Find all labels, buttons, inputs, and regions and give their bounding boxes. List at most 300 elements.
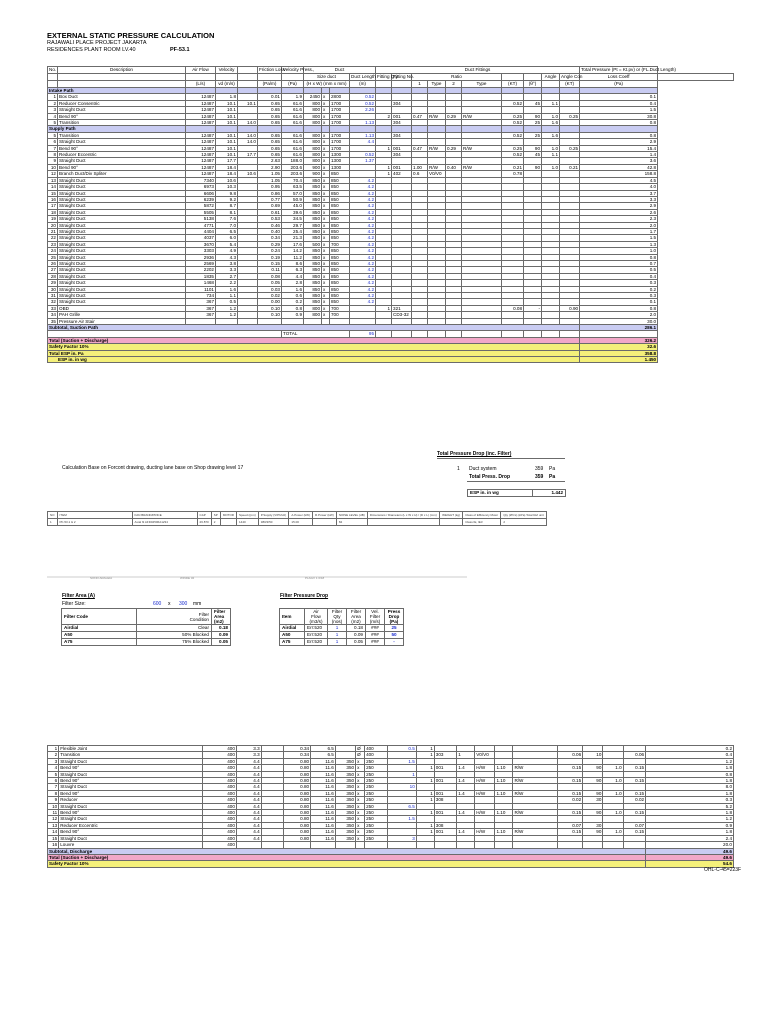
table-cell: ### bbox=[366, 639, 385, 646]
table-cell: 3.3 bbox=[236, 752, 261, 758]
pressure-total-value: 359 bbox=[535, 474, 544, 480]
table-cell: Bend 90° bbox=[58, 113, 186, 119]
discharge-table bbox=[47, 745, 734, 868]
table-cell: 8.7 bbox=[216, 203, 238, 209]
table-cell: 0.08 bbox=[502, 305, 524, 311]
table-cell bbox=[238, 67, 258, 74]
table-cell: 16 bbox=[48, 196, 58, 202]
table-cell: 1.0 bbox=[542, 113, 560, 119]
table-cell: R/W bbox=[462, 164, 502, 170]
table-cell: vd (m/s) bbox=[216, 81, 238, 88]
table-cell: 850 bbox=[330, 286, 350, 292]
table-cell: 0.3 bbox=[646, 797, 734, 803]
table-cell: (Pa) bbox=[580, 81, 658, 88]
table-cell: 1 bbox=[416, 829, 434, 835]
table-cell: 2 bbox=[446, 81, 462, 88]
table-cell: 4.2 bbox=[350, 241, 376, 247]
table-cell: Straight Duct bbox=[58, 241, 186, 247]
table-cell: x bbox=[322, 113, 330, 119]
table-cell: 380/3/50 bbox=[258, 519, 289, 526]
table-cell: 700 bbox=[330, 305, 350, 311]
table-cell: 29.7 bbox=[282, 222, 304, 228]
table-cell: 24 bbox=[48, 248, 58, 254]
table-cell: 7.6 bbox=[216, 216, 238, 222]
table-cell: Err:520 bbox=[305, 639, 328, 646]
table-cell: 1.05 bbox=[258, 177, 282, 183]
table-cell: (θ°) bbox=[524, 81, 542, 88]
table-cell: Straight Duct bbox=[58, 158, 186, 164]
table-cell: 0.5 bbox=[387, 746, 416, 752]
table-cell: 1.8 bbox=[646, 829, 734, 835]
table-cell bbox=[313, 519, 337, 526]
table-cell: 1 bbox=[387, 771, 416, 777]
table-cell: 4.4 bbox=[236, 829, 261, 835]
table-cell: 0.5 bbox=[216, 299, 238, 305]
table-cell: Type bbox=[462, 81, 502, 88]
table-cell: (Pa/m) bbox=[258, 81, 282, 88]
table-cell: 5.4 bbox=[216, 241, 238, 247]
table-cell: 5872 bbox=[186, 203, 216, 209]
table-cell: 900 bbox=[304, 164, 322, 170]
table-cell: Subtotal, Discharge bbox=[48, 848, 646, 854]
table-cell: A75 bbox=[62, 639, 137, 646]
table-cell: 0.07 bbox=[558, 822, 583, 828]
table-cell: 0.86 bbox=[258, 190, 282, 196]
table-cell: (m) bbox=[350, 81, 376, 88]
table-cell: TOTAL bbox=[282, 331, 350, 337]
table-cell: 4.4 bbox=[236, 771, 261, 777]
table-cell bbox=[376, 81, 392, 88]
table-cell: 5138 bbox=[186, 216, 216, 222]
table-cell: 1.5 bbox=[580, 107, 658, 113]
table-cell: 350 bbox=[335, 797, 355, 803]
table-cell: 4.2 bbox=[350, 203, 376, 209]
table-cell: 4.2 bbox=[350, 184, 376, 190]
table-cell bbox=[524, 74, 542, 81]
table-cell: 800 bbox=[304, 158, 322, 164]
table-cell: 10.1 bbox=[216, 145, 238, 151]
table-cell bbox=[48, 74, 58, 81]
table-cell: 0.80 bbox=[284, 778, 311, 784]
table-cell: 400 bbox=[203, 758, 237, 764]
table-cell: 0.10 bbox=[258, 305, 282, 311]
table-cell: 2.2 bbox=[216, 280, 238, 286]
plant-room: RESIDENCES PLANT ROOM LV.40 bbox=[47, 47, 136, 53]
table-cell: x bbox=[322, 171, 330, 177]
table-cell: x bbox=[356, 835, 365, 841]
table-cell: 358.8 bbox=[580, 350, 658, 356]
table-cell: 2.0 bbox=[580, 222, 658, 228]
table-cell: 4.2 bbox=[350, 216, 376, 222]
table-cell: 61.6 bbox=[282, 132, 304, 138]
table-cell: 10 bbox=[583, 752, 603, 758]
table-cell: 2.90 bbox=[258, 164, 282, 170]
table-cell: 90 bbox=[583, 810, 603, 816]
table-cell: 0.15 bbox=[623, 810, 645, 816]
table-cell: 1.6 bbox=[282, 286, 304, 292]
stray-text-a: SONO ARALEIA bbox=[90, 576, 113, 580]
project-name: RAJAWALI PLACE PROJECT JAKARTA bbox=[47, 40, 147, 46]
table-cell: R/W bbox=[513, 778, 558, 784]
table-cell: 0.65 bbox=[258, 152, 282, 158]
table-cell: 0.15 bbox=[558, 765, 583, 771]
table-cell: 0.80 bbox=[284, 771, 311, 777]
table-cell: 90 bbox=[524, 113, 542, 119]
table-cell: 4.9 bbox=[216, 248, 238, 254]
table-cell: 6 bbox=[48, 778, 59, 784]
table-cell: CAP bbox=[197, 512, 211, 519]
table-cell: 1.8 bbox=[646, 765, 734, 771]
table-cell: 0.25 bbox=[560, 145, 580, 151]
table-cell: 1 bbox=[457, 752, 475, 758]
table-cell: 1.6 bbox=[542, 132, 560, 138]
table-cell: Louvre bbox=[59, 842, 203, 848]
table-cell: 90 bbox=[524, 145, 542, 151]
table-cell: Description bbox=[58, 67, 186, 74]
table-cell: 1.9 bbox=[282, 94, 304, 100]
table-cell: Reducer bbox=[59, 797, 203, 803]
table-cell: 400 bbox=[203, 816, 237, 822]
table-cell: 1.8 bbox=[216, 94, 238, 100]
table-cell: 350 bbox=[335, 778, 355, 784]
table-cell: 1.5 bbox=[387, 758, 416, 764]
table-cell: 1.7 bbox=[580, 228, 658, 234]
table-cell: 34 bbox=[48, 312, 58, 318]
table-cell: 4.4 bbox=[282, 273, 304, 279]
table-cell: Class IE, IE3 bbox=[463, 519, 501, 526]
table-cell: 1300 bbox=[330, 152, 350, 158]
table-cell: Straight Duct bbox=[58, 196, 186, 202]
table-cell: Vel. Filter (m/s) bbox=[366, 609, 385, 625]
table-cell: 30.0 bbox=[580, 318, 658, 324]
table-cell: 850 bbox=[304, 190, 322, 196]
table-cell: 1.3 bbox=[580, 241, 658, 247]
table-cell: 350 bbox=[335, 810, 355, 816]
table-cell: 4.4 bbox=[236, 765, 261, 771]
table-cell: 001 bbox=[434, 765, 456, 771]
table-cell: 6239 bbox=[186, 196, 216, 202]
table-cell: 1.4 bbox=[580, 152, 658, 158]
table-cell: 0.4 bbox=[646, 752, 734, 758]
table-cell: 250 bbox=[365, 816, 387, 822]
table-cell: Filter Code bbox=[62, 609, 137, 625]
table-cell: 850 bbox=[304, 248, 322, 254]
table-cell: 4.2 bbox=[350, 228, 376, 234]
table-cell: 12487 bbox=[186, 164, 216, 170]
table-cell: Ratio bbox=[412, 74, 502, 81]
table-cell: 800 bbox=[304, 132, 322, 138]
table-cell: Straight Duct bbox=[58, 177, 186, 183]
filter-area-row bbox=[62, 632, 231, 639]
table-cell: 1700 bbox=[330, 107, 350, 113]
table-cell: Ø bbox=[356, 746, 365, 752]
table-cell bbox=[658, 74, 734, 81]
table-cell: R/W bbox=[428, 164, 446, 170]
table-cell: 4.4 bbox=[236, 758, 261, 764]
table-cell bbox=[216, 74, 238, 81]
table-cell: 1 bbox=[416, 765, 434, 771]
table-cell: 8.6 bbox=[282, 260, 304, 266]
table-cell: 11.6 bbox=[311, 778, 336, 784]
table-cell: 0.25 bbox=[502, 145, 524, 151]
table-units-row bbox=[48, 81, 734, 88]
table-cell: 001 bbox=[434, 810, 456, 816]
table-cell: 1.37 bbox=[350, 158, 376, 164]
table-cell: 18.4 bbox=[216, 171, 238, 177]
pressure-duct-unit: Pa bbox=[549, 466, 556, 472]
table-cell: 203.6 bbox=[282, 164, 304, 170]
table-cell: 0.25 bbox=[502, 113, 524, 119]
table-cell: 1700 bbox=[330, 132, 350, 138]
table-cell: 800 bbox=[304, 312, 322, 318]
table-cell: 0.2 bbox=[282, 299, 304, 305]
table-cell: V0/V0 bbox=[428, 171, 446, 177]
table-cell: 6606 bbox=[186, 190, 216, 196]
table-cell: 1300 bbox=[330, 164, 350, 170]
table-cell: H/W bbox=[475, 810, 495, 816]
table-cell: 1440 bbox=[237, 519, 259, 526]
table-cell: 0.00 bbox=[258, 299, 282, 305]
table-cell: x bbox=[322, 293, 330, 299]
table-cell: 1.10 bbox=[495, 810, 513, 816]
table-cell: 0.77 bbox=[258, 196, 282, 202]
table-cell: 8.1 bbox=[216, 209, 238, 215]
pressure-total-unit: Pa bbox=[549, 474, 556, 480]
table-cell: Straight Duct bbox=[59, 803, 203, 809]
table-cell: Duct bbox=[304, 67, 376, 74]
table-cell: 11.6 bbox=[311, 822, 336, 828]
table-cell: 14 bbox=[48, 829, 59, 835]
table-cell: 5 bbox=[48, 120, 58, 126]
table-cell: R/W bbox=[428, 113, 446, 119]
table-cell: Total (Suction + Discharge) bbox=[48, 337, 580, 343]
table-cell: ### bbox=[366, 632, 385, 639]
table-cell: 35 bbox=[48, 318, 58, 324]
table-cell: 1 bbox=[416, 797, 434, 803]
document-title: EXTERNAL STATIC PRESSURE CALCULATION bbox=[47, 31, 215, 40]
table-cell bbox=[367, 519, 439, 526]
table-cell: 1 bbox=[328, 625, 347, 632]
table-cell: 350 bbox=[335, 790, 355, 796]
table-cell: 75% Blocked bbox=[137, 639, 212, 646]
table-cell: 0.95 bbox=[258, 184, 282, 190]
table-cell: Straight Duct bbox=[58, 293, 186, 299]
table-cell: 0.80 bbox=[284, 816, 311, 822]
table-cell: 14.0 bbox=[238, 139, 258, 145]
table-cell: 0.65 bbox=[258, 100, 282, 106]
table-cell: 2202 bbox=[186, 267, 216, 273]
table-cell: 4.2 bbox=[350, 254, 376, 260]
table-cell: Straight Duct bbox=[58, 209, 186, 215]
table-cell: ITEM bbox=[57, 512, 132, 519]
table-cell: 400 bbox=[365, 746, 387, 752]
table-cell: 4.4 bbox=[236, 797, 261, 803]
table-cell: 4.4 bbox=[236, 822, 261, 828]
table-cell: 1.0 bbox=[603, 810, 623, 816]
calculation-note: Calculation Base on Forcont drawing, ducting lane base on Shop drawing level 17 bbox=[62, 465, 244, 471]
table-cell: 1.10 bbox=[495, 778, 513, 784]
table-cell: Bend 90° bbox=[59, 810, 203, 816]
table-cell: 1 bbox=[376, 145, 392, 151]
table-cell: 4.2 bbox=[350, 280, 376, 286]
table-cell: Fitting Qty bbox=[377, 74, 398, 80]
table-cell: 850 bbox=[304, 299, 322, 305]
table-cell: 850 bbox=[304, 280, 322, 286]
table-cell: Filter Area (m2) bbox=[212, 609, 231, 625]
table-cell: 0.4 bbox=[580, 100, 658, 106]
table-cell: 26 bbox=[48, 260, 58, 266]
table-cell: 0.18 bbox=[347, 625, 366, 632]
table-cell: 14.2 bbox=[282, 248, 304, 254]
filter-pd-title: Filter Pressure Drop bbox=[280, 593, 329, 599]
table-cell: 0.8 bbox=[580, 120, 658, 126]
table-cell: 12 bbox=[48, 816, 59, 822]
table-cell: 0.80 bbox=[284, 822, 311, 828]
table-cell: 0.15 bbox=[558, 829, 583, 835]
table-cell: Straight Duct bbox=[58, 203, 186, 209]
esp-calculation-table bbox=[47, 66, 734, 363]
table-cell: 0.11 bbox=[258, 267, 282, 273]
table-cell: 4037 bbox=[186, 235, 216, 241]
table-cell: (Pa) bbox=[282, 81, 304, 88]
table-cell: 90 bbox=[583, 778, 603, 784]
table-cell: 0.15 bbox=[623, 829, 645, 835]
table-cell: 850 bbox=[304, 293, 322, 299]
table-cell: 850 bbox=[330, 267, 350, 273]
table-cell: 61.6 bbox=[282, 120, 304, 126]
table-cell: 367 bbox=[186, 305, 216, 311]
table-cell: 1.0 bbox=[542, 164, 560, 170]
table-cell: 17.7 bbox=[238, 152, 258, 158]
table-cell: 0.65 bbox=[258, 132, 282, 138]
table-cell: x bbox=[356, 822, 365, 828]
table-cell: 50.9 bbox=[282, 196, 304, 202]
table-cell: Friction Loss bbox=[259, 67, 286, 73]
table-cell: 8 bbox=[48, 790, 59, 796]
table-cell: 11.6 bbox=[311, 790, 336, 796]
table-cell: 350 bbox=[335, 829, 355, 835]
table-cell: 61.6 bbox=[282, 145, 304, 151]
table-cell: 10.1 bbox=[216, 152, 238, 158]
table-cell: 1700 bbox=[330, 139, 350, 145]
table-cell: 850 bbox=[330, 209, 350, 215]
table-subheader-row bbox=[48, 74, 734, 81]
table-cell: Err:520 bbox=[305, 632, 328, 639]
table-cell: 4.2 bbox=[350, 267, 376, 273]
table-cell: 4.4 bbox=[236, 810, 261, 816]
table-cell: 350 bbox=[335, 803, 355, 809]
table-cell: x bbox=[356, 778, 365, 784]
table-cell: V0/V0 bbox=[475, 752, 495, 758]
table-cell: 0.05 bbox=[258, 280, 282, 286]
table-cell: Bend 90° bbox=[59, 778, 203, 784]
table-cell: 2800 bbox=[330, 94, 350, 100]
table-cell: x bbox=[322, 164, 330, 170]
table-cell: Type bbox=[428, 81, 446, 88]
table-cell: 13 bbox=[48, 822, 59, 828]
table-cell: 90 bbox=[524, 164, 542, 170]
table-cell: x bbox=[322, 190, 330, 196]
table-cell: 0.9 bbox=[282, 312, 304, 318]
table-cell: Duct Fittings bbox=[376, 67, 580, 74]
table-cell: 11.6 bbox=[311, 758, 336, 764]
filter-size-width: 600 bbox=[153, 601, 162, 607]
table-cell: Straight Duct bbox=[58, 222, 186, 228]
table-cell: x bbox=[322, 100, 330, 106]
table-cell: 1300 bbox=[330, 158, 350, 164]
table-cell: 4.2 bbox=[350, 273, 376, 279]
table-cell: 2569 bbox=[186, 260, 216, 266]
table-cell: Bend 90° bbox=[58, 145, 186, 151]
table-cell: 25 bbox=[385, 625, 404, 632]
table-cell: 1.5 bbox=[580, 235, 658, 241]
table-cell: 800 bbox=[304, 107, 322, 113]
table-cell: 0.03 bbox=[258, 286, 282, 292]
table-cell: 2.3 bbox=[580, 216, 658, 222]
table-cell: Bend 90° bbox=[59, 790, 203, 796]
table-cell: 50% Blocked bbox=[137, 632, 212, 639]
table-cell: 850 bbox=[330, 177, 350, 183]
table-cell: 7 bbox=[48, 145, 58, 151]
table-cell: 0.80 bbox=[284, 765, 311, 771]
table-cell: 15 bbox=[48, 835, 59, 841]
table-cell: 1 bbox=[416, 746, 434, 752]
table-cell: 4.2 bbox=[350, 260, 376, 266]
table-cell: MOTOR bbox=[220, 512, 236, 519]
table-cell: 1.00 bbox=[412, 164, 428, 170]
table-cell: 2.7 bbox=[216, 273, 238, 279]
table-cell: 3.8 bbox=[216, 260, 238, 266]
table-cell: 49.6 bbox=[646, 848, 734, 854]
table-cell: x bbox=[322, 120, 330, 126]
table-cell: 0.02 bbox=[558, 797, 583, 803]
table-cell: 4.4 bbox=[236, 816, 261, 822]
table-cell: PAH Grille bbox=[58, 312, 186, 318]
table-cell: 0.09 bbox=[347, 632, 366, 639]
table-cell: 10.3 bbox=[216, 184, 238, 190]
table-cell: 250 bbox=[365, 771, 387, 777]
table-cell: 0.80 bbox=[284, 784, 311, 790]
table-cell: 26.870 bbox=[197, 519, 211, 526]
table-cell: 850 bbox=[330, 280, 350, 286]
table-cell: Straight Duct bbox=[58, 216, 186, 222]
table-cell: 1.2 bbox=[646, 758, 734, 764]
table-cell: Reducer Eccentric bbox=[59, 822, 203, 828]
table-cell: 11.2 bbox=[282, 254, 304, 260]
table-cell: 12487 bbox=[186, 145, 216, 151]
table-cell: 11.6 bbox=[311, 810, 336, 816]
table-cell: 0.78 bbox=[502, 171, 524, 177]
table-cell: 10.1 bbox=[216, 139, 238, 145]
table-cell: 850 bbox=[304, 177, 322, 183]
table-cell: x bbox=[356, 803, 365, 809]
table-cell: 6.5 bbox=[311, 746, 336, 752]
table-cell: 1.450 bbox=[580, 357, 658, 363]
table-cell: 4.2 bbox=[350, 286, 376, 292]
table-cell: 25 bbox=[48, 254, 58, 260]
table-cell: Bend 90° bbox=[59, 829, 203, 835]
table-cell: 250 bbox=[365, 803, 387, 809]
table-cell: PF-53.1 & 2 bbox=[57, 519, 132, 526]
table-cell: Pressure Air Stair bbox=[58, 318, 186, 324]
table-cell: 0.05 bbox=[347, 639, 366, 646]
table-cell: 2450 bbox=[304, 94, 322, 100]
table-cell: Clear bbox=[137, 625, 212, 632]
table-cell: 1.05 bbox=[258, 171, 282, 177]
table-cell: 1 bbox=[416, 790, 434, 796]
filter-area-row bbox=[62, 639, 231, 646]
table-cell: 303 bbox=[434, 752, 456, 758]
